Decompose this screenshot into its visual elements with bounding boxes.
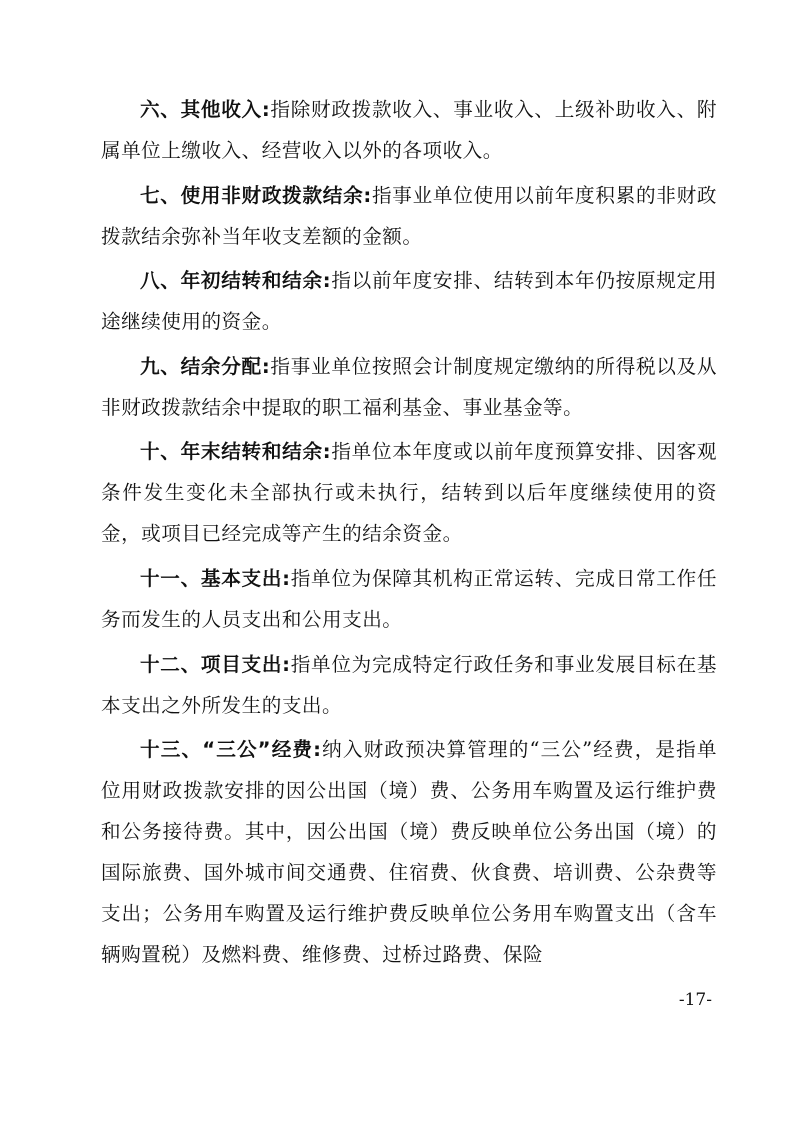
paragraph-beginning-carryover	[101, 260, 717, 342]
paragraph-non-fiscal-surplus-use	[101, 175, 717, 257]
term-definition: 指事业单位按照会计制度规定缴纳的所得税以及从非财政拨款结余中提取的职工福利基金、事业基金等。	[101, 354, 718, 419]
term-definition: 指事业单位使用以前年度积累的非财政拨款结余弥补当年收支差额的金额。	[101, 183, 718, 248]
term-definition: 指除财政拨款收入、事业收入、上级补助收入、附属单位上缴收入、经营收入以外的各项收入。	[101, 98, 718, 162]
term-label: 九、结余分配:	[140, 354, 271, 378]
term-label: 十三、“三公”经费:	[140, 738, 322, 762]
term-definition: 指以前年度安排、结转到本年仍按原规定用途继续使用的资金。	[101, 269, 717, 334]
term-label: 六、其他收入:	[140, 98, 271, 121]
paragraph-basic-expenditure	[101, 558, 717, 640]
term-label: 十二、项目支出:	[140, 652, 291, 676]
term-label: 七、使用非财政拨款结余:	[140, 183, 372, 207]
paragraph-project-expenditure	[101, 644, 717, 726]
term-definition: 指单位为完成特定行政任务和事业发展目标在基本支出之外所发生的支出。	[101, 652, 717, 717]
term-definition: 指单位本年度或以前年度预算安排、因客观条件发生变化未全部执行或未执行，结转到以后年度继续使用的资金，或项目已经完成等产生的结余资金。	[101, 440, 717, 546]
paragraph-surplus-distribution	[101, 346, 717, 428]
term-definition: 指单位为保障其机构正常运转、完成日常工作任务而发生的人员支出和公用支出。	[101, 566, 717, 631]
term-label: 八、年初结转和结余:	[140, 269, 332, 293]
term-label: 十一、基本支出:	[140, 566, 291, 590]
term-label: 十、年末结转和结余:	[140, 440, 332, 464]
page-number: -17-	[678, 990, 712, 1010]
paragraph-year-end-carryover	[101, 431, 717, 554]
term-definition: 纳入财政预决算管理的“三公”经费，是指单位用财政拨款安排的因公出国（境）费、公务用车购置及运行维护费和公务接待费。其中，因公出国（境）费反映单位公务出国（境）的国际旅费、国外城市间交通费、住宿费、伙食费、培训费、公杂费等支出；公务用车购置及运行维护费反映单位公务用车购置支出（含车辆购置税）及燃料费、维修费、过桥过路费、保险	[101, 738, 717, 967]
paragraph-three-public-expenses	[101, 729, 717, 975]
paragraph-other-income	[101, 89, 717, 171]
document-body	[101, 89, 717, 979]
